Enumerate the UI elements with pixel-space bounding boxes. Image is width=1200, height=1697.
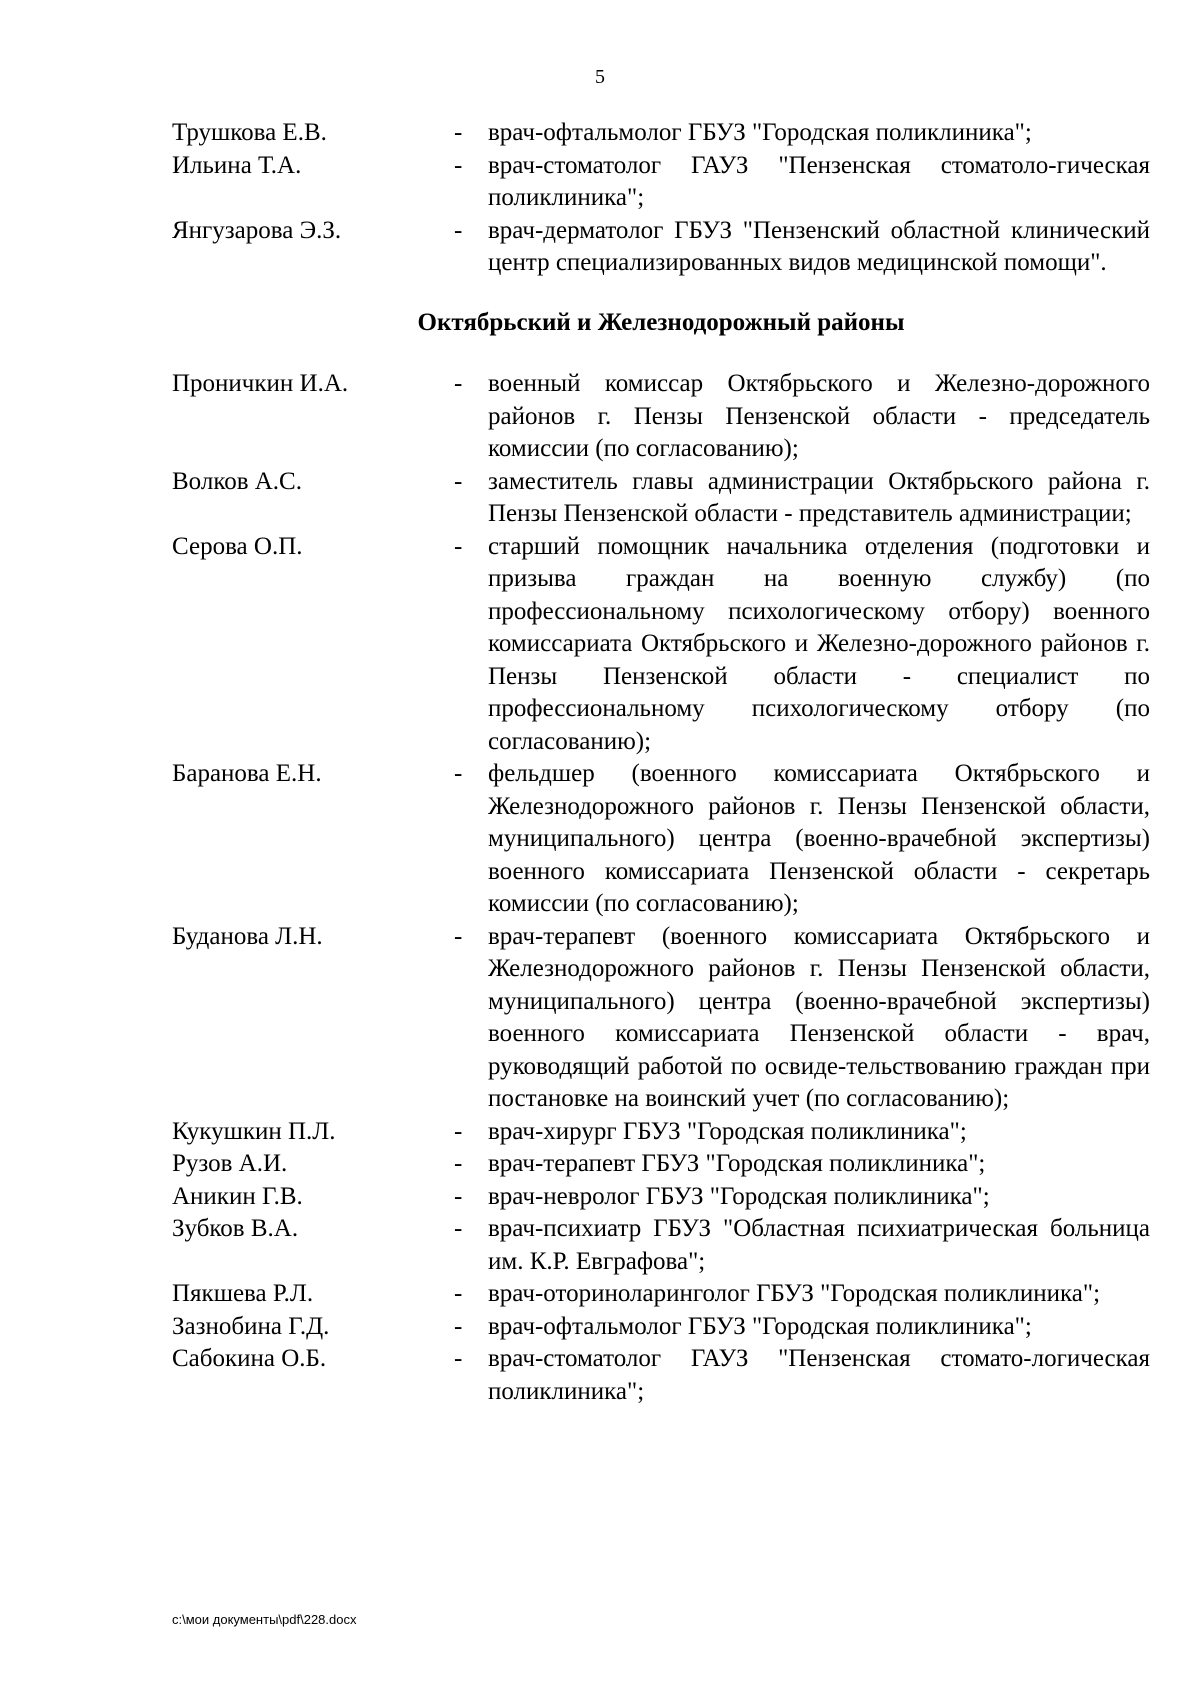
page-number: 5 [595, 66, 605, 88]
member-role: врач-психиатр ГБУЗ "Областная психиатрическая больница им. К.Р. Евграфова"; [488, 1215, 1150, 1275]
member-dash: - [454, 1150, 463, 1177]
member-name: Трушкова Е.В. [172, 119, 327, 146]
member-row [172, 758, 1150, 921]
member-name: Баранова Е.Н. [172, 760, 322, 787]
member-role: врач-офтальмолог ГБУЗ "Городская поликлиника"; [488, 1312, 1032, 1340]
member-name: Проничкин И.А. [172, 370, 349, 397]
member-row [172, 1343, 1150, 1408]
member-dash: - [454, 1182, 463, 1210]
member-dash: - [454, 370, 463, 397]
member-name: Серова О.П. [172, 532, 303, 560]
section-title: Октябрьский и Железнодорожный районы [417, 308, 905, 336]
member-role: врач-хирург ГБУЗ "Городская поликлиника"; [488, 1117, 967, 1145]
member-row [172, 117, 1150, 150]
member-role: фельдшер (военного комиссариата Октябрьского и Железнодорожного районов г. Пензы Пензенской области, муниципального) центра (военно-врачебной экспертизы) военного комиссариата Пензенской области - секретарь комиссии (по согласованию); [488, 760, 1150, 917]
member-row [172, 215, 1150, 280]
member-list-continued [172, 117, 1150, 280]
member-role: врач-терапевт ГБУЗ "Городская поликлиника"; [488, 1150, 986, 1177]
member-name: Зазнобина Г.Д. [172, 1312, 330, 1340]
member-dash: - [454, 1215, 463, 1242]
member-name: Сабокина О.Б. [172, 1345, 327, 1372]
member-dash: - [454, 216, 463, 244]
member-role: врач-дерматолог ГБУЗ "Пензенский областной клинический центр специализированных видов медицинской помощи". [488, 216, 1150, 276]
member-dash: - [454, 760, 463, 787]
member-row [172, 1181, 1150, 1214]
member-role: врач-оториноларинголог ГБУЗ "Городская поликлиника"; [488, 1280, 1101, 1307]
member-role: врач-невролог ГБУЗ "Городская поликлиника"; [488, 1182, 990, 1210]
member-role: врач-терапевт (военного комиссариата Октябрьского и Железнодорожного районов г. Пензы Пензенской области, муниципального) центра (военно-врачебной экспертизы) военного комиссариата Пензенской области - врач, руководящий работой по освиде-тельствованию граждан при постановке на воинский учет (по согласованию); [488, 922, 1150, 1112]
member-role: старший помощник начальника отделения (подготовки и призыва граждан на военную службу) (по профессиональному психологическому отбору) военного комиссариата Октябрьского и Железно-дорожного районов г. Пензы Пензенской области - специалист по профессиональному психологическому отбору (по согласованию); [488, 532, 1150, 755]
member-name: Янгузарова Э.З. [172, 216, 342, 244]
member-name: Пякшева Р.Л. [172, 1280, 314, 1307]
member-row [172, 150, 1150, 215]
member-dash: - [454, 1345, 463, 1372]
member-role: врач-офтальмолог ГБУЗ "Городская поликлиника"; [488, 119, 1032, 146]
member-dash: - [454, 467, 463, 495]
document-body [172, 117, 1150, 1408]
member-role: врач-стоматолог ГАУЗ "Пензенская стоматоло-гическая поликлиника"; [488, 151, 1150, 211]
member-row [172, 1116, 1150, 1149]
member-dash: - [454, 1117, 463, 1145]
member-row [172, 1311, 1150, 1344]
member-name: Рузов А.И. [172, 1150, 288, 1177]
member-name: Ильина Т.А. [172, 151, 302, 179]
member-row [172, 1213, 1150, 1278]
footer-file-path: c:\мои документы\pdf\228.docx [172, 1612, 357, 1627]
member-name: Буданова Л.Н. [172, 922, 323, 950]
member-role: военный комиссар Октябрьского и Железно-дорожного районов г. Пензы Пензенской области - председатель комиссии (по согласованию); [488, 370, 1150, 462]
member-row [172, 368, 1150, 466]
member-dash: - [454, 119, 463, 146]
member-dash: - [454, 1280, 463, 1307]
member-name: Кукушкин П.Л. [172, 1117, 336, 1145]
member-role: заместитель главы администрации Октябрьского района г. Пензы Пензенской области - представитель администрации; [488, 467, 1150, 527]
member-role: врач-стоматолог ГАУЗ "Пензенская стомато-логическая поликлиника"; [488, 1345, 1150, 1405]
member-dash: - [454, 532, 463, 560]
member-row [172, 531, 1150, 759]
member-dash: - [454, 151, 463, 179]
member-row [172, 921, 1150, 1116]
member-dash: - [454, 1312, 463, 1340]
member-list-oktyabrsky [172, 368, 1150, 1408]
member-row [172, 466, 1150, 531]
member-row [172, 1278, 1150, 1311]
member-name: Зубков В.А. [172, 1215, 299, 1242]
member-row [172, 1148, 1150, 1181]
member-dash: - [454, 922, 463, 950]
member-name: Волков А.С. [172, 467, 302, 495]
member-name: Аникин Г.В. [172, 1182, 303, 1210]
